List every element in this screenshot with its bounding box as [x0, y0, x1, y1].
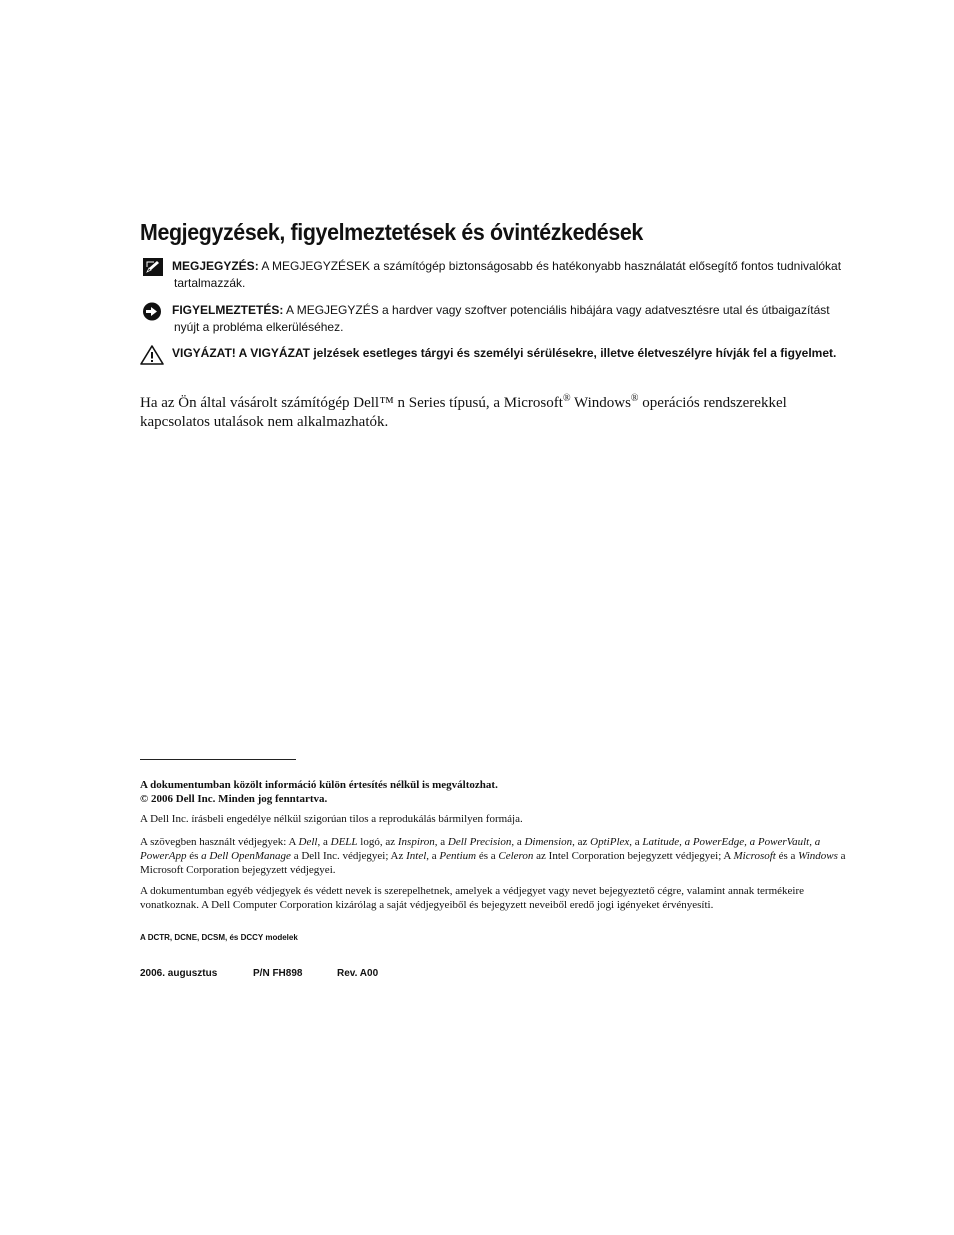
publication-date: 2006. augusztus: [140, 968, 218, 979]
trademark-name: OptiPlex: [590, 836, 630, 848]
page-title: Megjegyzések, figyelmeztetések és óvintézkedések: [140, 219, 643, 245]
registered-mark-1: ®: [562, 393, 571, 404]
intro-text-2: Windows: [570, 395, 631, 411]
trademark-name: Pentium: [439, 850, 477, 862]
warning-body-line1: A MEGJEGYZÉS a hardver vagy szoftver potenciális hibájára vagy adatvesztésre utal és útbaigazítást: [286, 303, 830, 317]
intro-text-3: operációs rendszerekkel kapcsolatos utalások nem alkalmazhatók.: [140, 395, 787, 430]
trademark-name: Intel: [406, 850, 427, 862]
trademark-text: , a: [426, 850, 440, 862]
caution-label: VIGYÁZAT!: [172, 346, 236, 360]
trademark-text: A szövegben használt védjegyek: A: [140, 836, 299, 848]
warning-text: [172, 302, 844, 336]
trademark-text: a Microsoft Corporation bejegyzett védjegyei.: [140, 850, 846, 876]
trademark-name: Latitude, a PowerEdge, a PowerVault, a PowerApp: [140, 836, 821, 862]
footnote-divider: [140, 759, 296, 760]
trademark-name: Inspiron: [397, 836, 435, 848]
trademark-name: DELL: [330, 836, 358, 848]
part-number: P/N FH898: [253, 968, 303, 979]
trademark-name: Microsoft: [733, 850, 776, 862]
warning-label: FIGYELMEZTETÉS:: [172, 303, 284, 317]
note-label: MEGJEGYZÉS:: [172, 259, 259, 273]
caution-body: A VIGYÁZAT jelzések esetleges tárgyi és személyi sérülésekre, illetve életveszélyre hívják fel a figyelmet.: [238, 346, 837, 360]
trademark-text: és a: [775, 850, 799, 862]
trademark-text: és a: [476, 850, 499, 862]
trademark-name: Dimension: [524, 836, 573, 848]
legal-disclaimer: [140, 778, 850, 806]
arrow-circle-icon: [140, 302, 164, 322]
trademark-text: a Dell Inc. védjegyei; Az: [290, 850, 407, 862]
trademark-name: Dell: [298, 836, 318, 848]
pencil-note-icon: [140, 258, 164, 278]
trademark-name: Celeron: [498, 850, 534, 862]
trademark-text: , a: [511, 836, 525, 848]
trademark-text: , a: [317, 836, 331, 848]
note-body-line2: tartalmazzák.: [174, 276, 246, 290]
intro-text-1: Ha az Ön által vásárolt számítógép Dell™ n Series típusú, a Microsoft: [140, 395, 563, 411]
trademark-name: Dell Precision: [447, 836, 512, 848]
trademark-text: logó, az: [357, 836, 398, 848]
disclaimer-line: A dokumentumban közölt információ külön értesítés nélkül is megváltozhat.: [140, 779, 498, 791]
revision: Rev. A00: [337, 968, 379, 979]
trademark-name: Windows: [798, 850, 838, 862]
note-body-line1: A MEGJEGYZÉSEK a számítógép biztonságosabb és hatékonyabb használatát elősegítő fontos tudnivalókat: [261, 259, 842, 273]
model-numbers: A DCTR, DCNE, DCSM, és DCCY modelek: [140, 933, 298, 942]
trademark-text: , a: [434, 836, 448, 848]
trademark-text: az Intel Corporation bejegyzett védjegyei; A: [533, 850, 734, 862]
intro-paragraph: [140, 394, 840, 432]
trademark-name: a Dell OpenManage: [201, 850, 291, 862]
caution-text: [172, 345, 844, 362]
note-text: [172, 258, 844, 292]
copyright-line: © 2006 Dell Inc. Minden jog fenntartva.: [140, 793, 328, 805]
trademark-notice: [140, 835, 850, 877]
reproduction-notice: A Dell Inc. írásbeli engedélye nélkül szigorúan tilos a reprodukálás bármilyen formája.: [140, 813, 523, 825]
trademark-text: , az: [572, 836, 591, 848]
trademark-text: és: [186, 850, 202, 862]
warning-triangle-icon: [140, 345, 164, 365]
trademark-text: , a: [629, 836, 643, 848]
registered-mark-2: ®: [630, 393, 639, 404]
warning-body-line2: nyújt a probléma elkerüléséhez.: [174, 320, 344, 334]
other-trademarks-notice: A dokumentumban egyéb védjegyek és védett nevek is szerepelhetnek, amelyek a védjegyet vagy nevet bejegyeztető cégre, valamint annak termékeire vonatkoznak. A Dell Computer Corporation kizárólag a saját védjegyeiből és bejegyzett neveiből eredő jogi igényeket érvényesíti.: [140, 885, 805, 911]
